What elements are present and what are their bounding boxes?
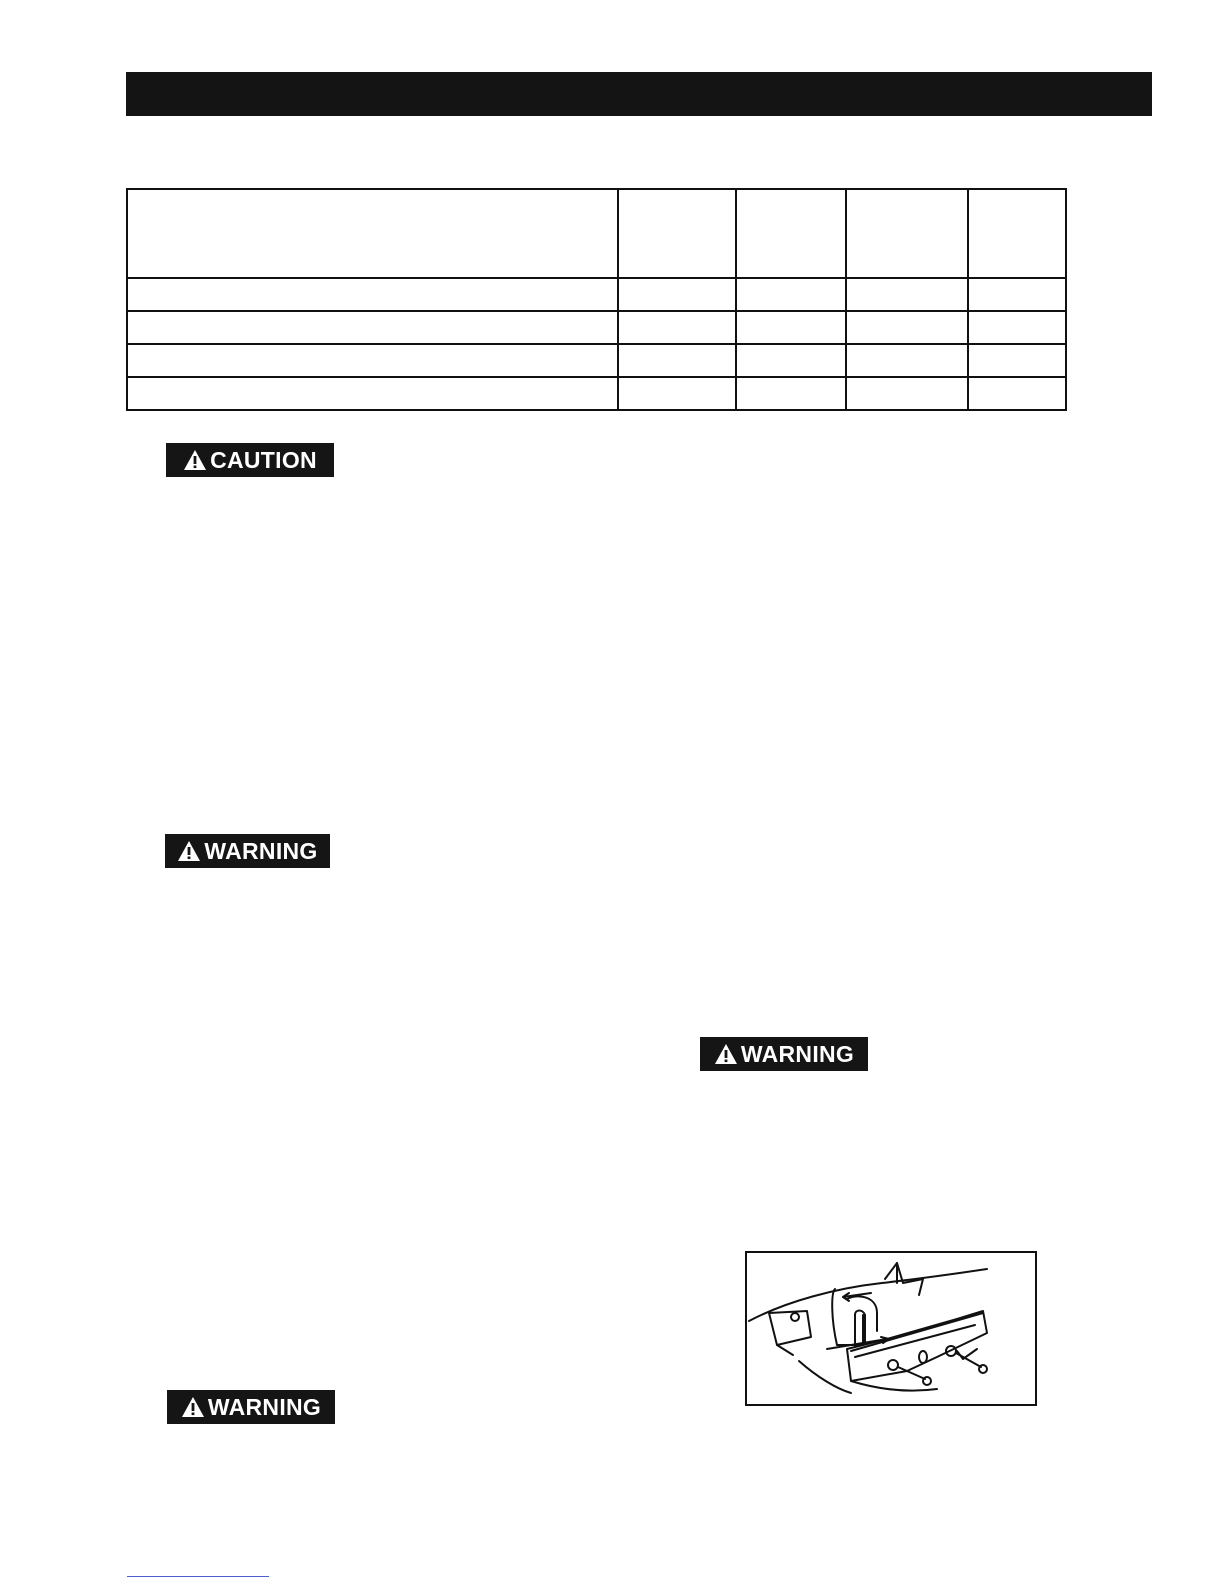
table-cell	[127, 344, 618, 377]
warning-triangle-icon	[183, 449, 207, 471]
table-row	[127, 311, 1066, 344]
table-cell	[618, 344, 736, 377]
table-row	[127, 278, 1066, 311]
table-header-cell	[618, 189, 736, 278]
warning-badge	[165, 834, 330, 868]
table-cell	[846, 311, 968, 344]
spec-table-header	[127, 189, 1066, 278]
table-header-cell	[968, 189, 1066, 278]
caution-badge-label: CAUTION	[210, 446, 317, 473]
table-cell	[968, 311, 1066, 344]
blade-clamp-illustration	[747, 1253, 1035, 1404]
table-cell	[736, 344, 846, 377]
table-cell	[736, 278, 846, 311]
table-cell	[127, 278, 618, 311]
warning-badge	[167, 1390, 335, 1424]
table-cell	[968, 377, 1066, 410]
table-header-cell	[846, 189, 968, 278]
spec-table	[126, 188, 1067, 411]
section-header-bar	[126, 72, 1152, 116]
footer-link-underline	[127, 1576, 269, 1577]
table-cell	[968, 278, 1066, 311]
table-cell	[127, 377, 618, 410]
table-cell	[736, 377, 846, 410]
table-cell	[618, 278, 736, 311]
table-row	[127, 344, 1066, 377]
table-cell	[846, 377, 968, 410]
table-cell	[846, 278, 968, 311]
warning-triangle-icon	[177, 840, 201, 862]
warning-triangle-icon	[714, 1043, 738, 1065]
table-header-cell	[127, 189, 618, 278]
warning-badge-label: WARNING	[740, 1040, 855, 1067]
warning-triangle-icon	[181, 1396, 205, 1418]
table-cell	[736, 311, 846, 344]
table-cell	[127, 311, 618, 344]
table-cell	[618, 311, 736, 344]
warning-badge	[700, 1037, 868, 1071]
table-cell	[846, 344, 968, 377]
blade-clamp-figure	[745, 1251, 1037, 1406]
table-cell	[968, 344, 1066, 377]
warning-badge-label: WARNING	[207, 1393, 322, 1420]
caution-badge	[166, 443, 334, 477]
table-cell	[618, 377, 736, 410]
table-header-cell	[736, 189, 846, 278]
warning-badge-label: WARNING	[204, 837, 318, 864]
table-row	[127, 377, 1066, 410]
